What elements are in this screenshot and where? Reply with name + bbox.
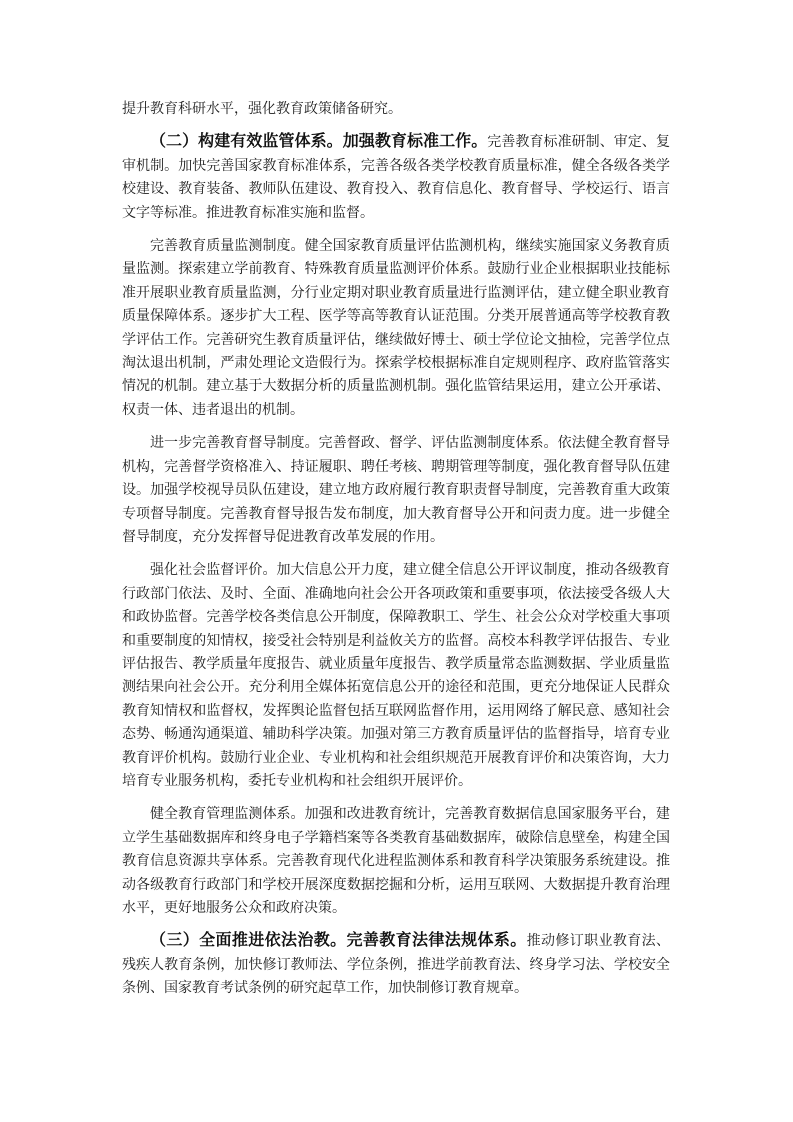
paragraph-text: 推动修订职业教育法、残疾人教育条例，加快修订教师法、学位条例，推进学前教育法、终身学习法、学校安全条例、国家教育考试条例的研究起草工作，加快制修订教育规章。	[122, 934, 670, 997]
paragraph-section-2-supervision-system	[122, 130, 670, 225]
paragraph-continuation	[122, 97, 670, 121]
paragraph-text: 健全教育管理监测体系。加强和改进教育统计，完善教育数据信息国家服务平台，建立学生基础数据库和终身电子学籍档案等各类教育基础数据库，破除信息壁垒，构建全国教育信息资源共享体系。完善教育现代化进程监测体系和教育科学决策服务系统建设。推动各级教育行政部门和学校开展深度数据挖掘和分析，运用互联网、大数据提升教育治理水平，更好地服务公众和政府决策。	[122, 807, 670, 916]
paragraph-text: 完善教育质量监测制度。健全国家教育质量评估监测机构，继续实施国家义务教育质量监测。探索建立学前教育、特殊教育质量监测评价体系。鼓励行业企业根据职业技能标准开展职业教育质量监测，分行业定期对职业教育质量进行监测评估，建立健全职业教育质量保障体系。逐步扩大工程、医学等高等教育认证范围。分类开展普通高等学校教育教学评估工作。完善研究生教育质量评估，继续做好博士、硕士学位论文抽检，完善学位点淘汰退出机制，严肃处理论文造假行为。探索学校根据标准自定规则程序、政府监管落实情况的机制。建立基于大数据分析的质量监测机制。强化监管结果运用，建立公开承诺、权责一体、违者退出的机制。	[122, 239, 670, 418]
paragraph-quality-monitoring	[122, 234, 670, 422]
paragraph-section-3-rule-of-law	[122, 929, 670, 1000]
paragraph-text: 进一步完善教育督导制度。完善督政、督学、评估监测制度体系。依法健全教育督导机构，完善督学资格准入、持证履职、聘任考核、聘期管理等制度，强化教育督导队伍建设。加强学校视导员队伍建设，建立地方政府履行教育职责督导制度，完善教育重大政策专项督导制度。完善教育督导报告发布制度，加大教育督导公开和问责力度。进一步健全督导制度，充分发挥督导促进教育改革发展的作用。	[122, 436, 670, 545]
paragraph-text: 完善教育标准研制、审定、复审机制。加快完善国家教育标准体系，完善各级各类学校教育质量标准，健全各级各类学校建设、教育装备、教师队伍建设、教育投入、教育信息化、教育督导、学校运行、语言文字等标准。推进教育标准实施和监督。	[122, 135, 670, 221]
paragraph-education-inspection	[122, 431, 670, 549]
paragraph-text: 提升教育科研水平，强化教育政策储备研究。	[122, 102, 402, 117]
section-2-heading: （二）构建有效监管体系。加强教育标准工作。	[150, 133, 488, 151]
paragraph-text: 强化社会监督评价。加大信息公开力度，建立健全信息公开评议制度，推动各级教育行政部门依法、及时、全面、准确地向社会公开各项政策和重要事项，依法接受各级人大和政协监督。完善学校各类信息公开制度，保障教职工、学生、社会公众对学校重大事项和重要制度的知情权，接受社会特别是利益攸关方的监督。高校本科教学评估报告、专业评估报告、教学质量年度报告、就业质量年度报告、教学质量常态监测数据、学业质量监测结果向社会公开。充分利用全媒体拓宽信息公开的途径和范围，更充分地保证人民群众教育知情权和监督权，发挥舆论监督包括互联网监督作用，运用网络了解民意、感知社会态势、畅通沟通渠道、辅助科学决策。加强对第三方教育质量评估的监督指导，培育专业教育评价机构。鼓励行业企业、专业机构和社会组织规范开展教育评价和决策咨询，大力培育专业服务机构，委托专业机构和社会组织开展评价。	[122, 563, 670, 789]
section-3-heading: （三）全面推进依法治教。完善教育法律法规体系。	[150, 932, 527, 950]
paragraph-social-oversight	[122, 558, 670, 793]
paragraph-management-monitoring	[122, 802, 670, 920]
